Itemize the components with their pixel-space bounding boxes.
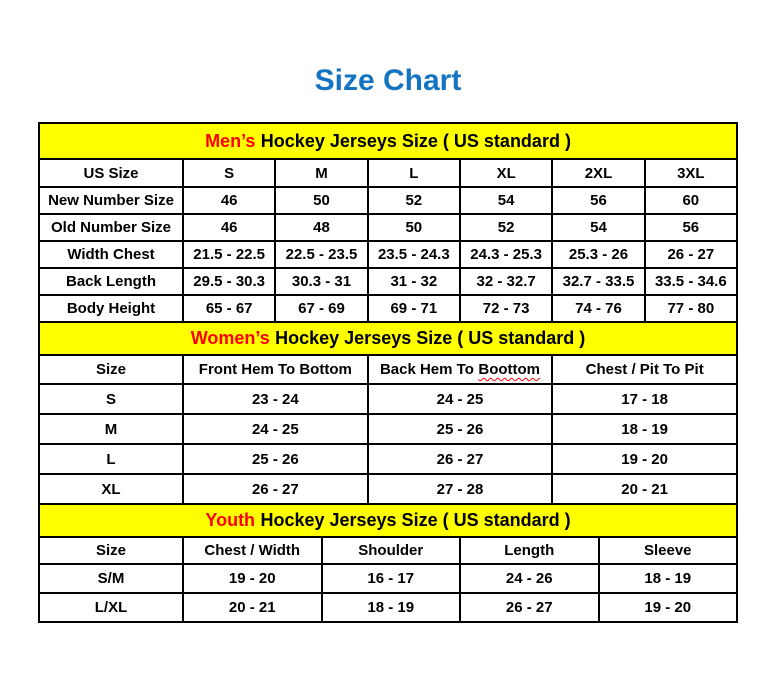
- row-label-cell: S: [39, 384, 183, 414]
- data-cell: 50: [275, 187, 367, 214]
- table-row: [39, 593, 737, 622]
- column-header-cell: 2XL: [552, 159, 644, 187]
- column-header-cell: [368, 355, 553, 384]
- mens-title-band: [39, 123, 737, 159]
- row-label-cell: Old Number Size: [39, 214, 183, 241]
- youth-size-table: [38, 503, 738, 623]
- data-cell: 52: [368, 187, 460, 214]
- data-cell: 25 - 26: [368, 414, 553, 444]
- womens-column-header-row: [39, 355, 737, 384]
- data-cell: 48: [275, 214, 367, 241]
- data-cell: 16 - 17: [322, 564, 461, 593]
- table-row: [39, 241, 737, 268]
- data-cell: 23 - 24: [183, 384, 368, 414]
- table-title-rest: Hockey Jerseys Size ( US standard ): [260, 130, 571, 151]
- table-title: [39, 123, 737, 159]
- column-header-cell: US Size: [39, 159, 183, 187]
- womens-title-band: [39, 322, 737, 355]
- column-header-cell: L: [368, 159, 460, 187]
- table-row: [39, 268, 737, 295]
- table-row: [39, 384, 737, 414]
- data-cell: 74 - 76: [552, 295, 644, 322]
- mens-size-table: [38, 122, 738, 323]
- table-title-rest: Hockey Jerseys Size ( US standard ): [260, 510, 571, 530]
- page-title: Size Chart: [314, 64, 462, 97]
- row-label-cell: Back Length: [39, 268, 183, 295]
- data-cell: 30.3 - 31: [275, 268, 367, 295]
- data-cell: 69 - 71: [368, 295, 460, 322]
- data-cell: 19 - 20: [599, 593, 738, 622]
- youth-column-header-row: [39, 537, 737, 564]
- table-title: [39, 504, 737, 537]
- table-title: [39, 322, 737, 355]
- column-header-cell: Shoulder: [322, 537, 461, 564]
- column-header-cell: Chest / Pit To Pit: [552, 355, 737, 384]
- data-cell: 26 - 27: [460, 593, 599, 622]
- table-title-rest: Hockey Jerseys Size ( US standard ): [275, 328, 586, 348]
- data-cell: 18 - 19: [552, 414, 737, 444]
- data-cell: 31 - 32: [368, 268, 460, 295]
- mens-column-header-row: [39, 159, 737, 187]
- data-cell: 72 - 73: [460, 295, 552, 322]
- data-cell: 19 - 20: [183, 564, 322, 593]
- column-header-cell: Length: [460, 537, 599, 564]
- data-cell: 52: [460, 214, 552, 241]
- data-cell: 60: [645, 187, 737, 214]
- data-cell: 67 - 69: [275, 295, 367, 322]
- column-header-cell: Front Hem To Bottom: [183, 355, 368, 384]
- table-title-accent: Men’s: [205, 130, 256, 151]
- data-cell: 26 - 27: [368, 444, 553, 474]
- data-cell: 22.5 - 23.5: [275, 241, 367, 268]
- data-cell: 27 - 28: [368, 474, 553, 504]
- table-title-accent: Women’s: [190, 328, 270, 348]
- column-header-cell: Size: [39, 537, 183, 564]
- data-cell: 56: [645, 214, 737, 241]
- data-cell: 23.5 - 24.3: [368, 241, 460, 268]
- data-cell: 77 - 80: [645, 295, 737, 322]
- row-label-cell: New Number Size: [39, 187, 183, 214]
- data-cell: 32.7 - 33.5: [552, 268, 644, 295]
- data-cell: 20 - 21: [183, 593, 322, 622]
- data-cell: 20 - 21: [552, 474, 737, 504]
- column-header-cell: Size: [39, 355, 183, 384]
- data-cell: 32 - 32.7: [460, 268, 552, 295]
- table-title-accent: Youth: [205, 510, 256, 530]
- data-cell: 50: [368, 214, 460, 241]
- data-cell: 29.5 - 30.3: [183, 268, 275, 295]
- data-cell: 65 - 67: [183, 295, 275, 322]
- data-cell: 24 - 25: [183, 414, 368, 444]
- data-cell: 18 - 19: [322, 593, 461, 622]
- table-row: [39, 214, 737, 241]
- column-header-cell: 3XL: [645, 159, 737, 187]
- column-header-cell: S: [183, 159, 275, 187]
- column-header-cell: Sleeve: [599, 537, 738, 564]
- data-cell: 21.5 - 22.5: [183, 241, 275, 268]
- data-cell: 46: [183, 214, 275, 241]
- womens-size-table: [38, 321, 738, 505]
- row-label-cell: L/XL: [39, 593, 183, 622]
- data-cell: 33.5 - 34.6: [645, 268, 737, 295]
- table-row: [39, 444, 737, 474]
- youth-title-band: [39, 504, 737, 537]
- table-row: [39, 187, 737, 214]
- column-header-cell: Chest / Width: [183, 537, 322, 564]
- data-cell: 24.3 - 25.3: [460, 241, 552, 268]
- row-label-cell: M: [39, 414, 183, 444]
- data-cell: 56: [552, 187, 644, 214]
- row-label-cell: XL: [39, 474, 183, 504]
- row-label-cell: S/M: [39, 564, 183, 593]
- column-header-cell: XL: [460, 159, 552, 187]
- data-cell: 24 - 25: [368, 384, 553, 414]
- size-chart-tables: [38, 122, 738, 623]
- data-cell: 25 - 26: [183, 444, 368, 474]
- data-cell: 26 - 27: [645, 241, 737, 268]
- table-row: [39, 564, 737, 593]
- data-cell: 46: [183, 187, 275, 214]
- row-label-cell: Width Chest: [39, 241, 183, 268]
- row-label-cell: Body Height: [39, 295, 183, 322]
- data-cell: 19 - 20: [552, 444, 737, 474]
- data-cell: 54: [552, 214, 644, 241]
- spellcheck-underlined-word: Boottom: [478, 361, 541, 378]
- data-cell: 54: [460, 187, 552, 214]
- row-label-cell: L: [39, 444, 183, 474]
- table-row: [39, 414, 737, 444]
- data-cell: 17 - 18: [552, 384, 737, 414]
- data-cell: 26 - 27: [183, 474, 368, 504]
- column-header-cell: M: [275, 159, 367, 187]
- column-header-text: Back Hem To: [379, 361, 474, 378]
- data-cell: 18 - 19: [599, 564, 738, 593]
- table-row: [39, 474, 737, 504]
- table-row: [39, 295, 737, 322]
- data-cell: 24 - 26: [460, 564, 599, 593]
- data-cell: 25.3 - 26: [552, 241, 644, 268]
